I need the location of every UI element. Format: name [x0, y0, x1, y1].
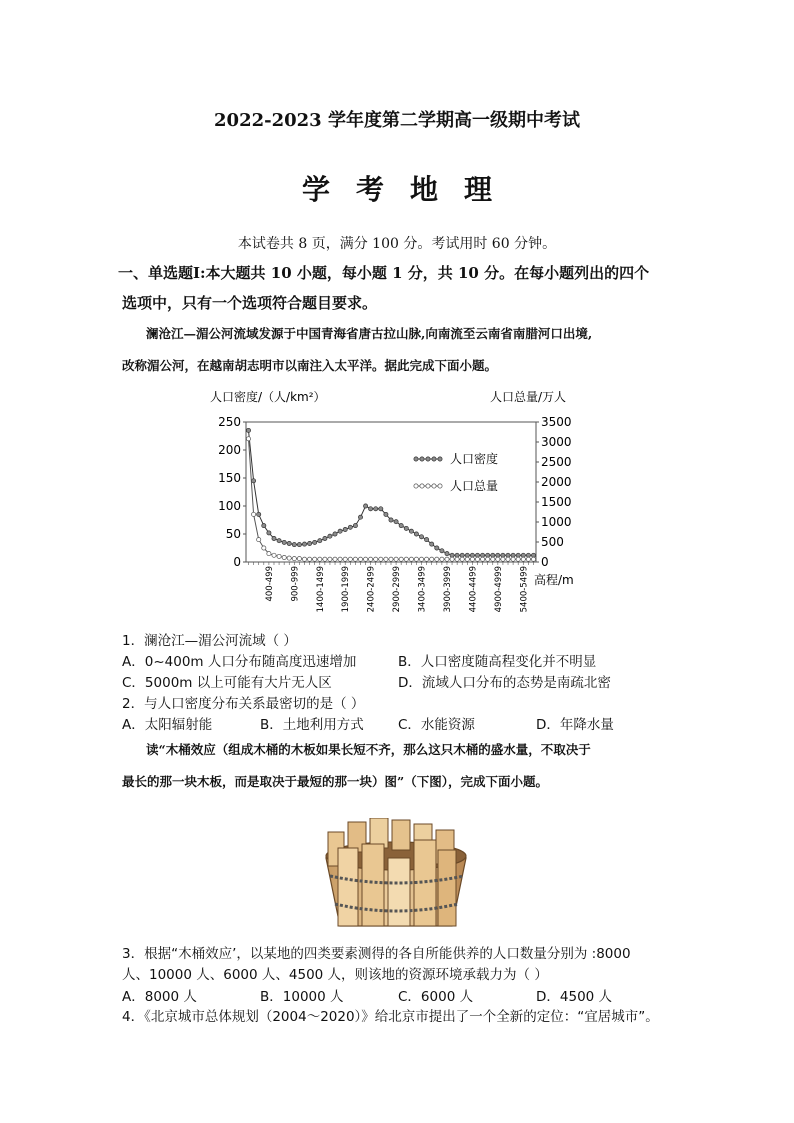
series-point	[353, 557, 357, 561]
q1-option-b[interactable]: B．人口密度随高程变化并不明显	[398, 654, 597, 670]
series-point	[501, 557, 505, 561]
series-point	[308, 557, 312, 561]
series-point	[272, 553, 276, 557]
series-point	[297, 557, 301, 561]
series-point	[353, 524, 357, 528]
series-point	[470, 557, 474, 561]
series-point	[445, 552, 449, 556]
series-point	[389, 518, 393, 522]
left-axis-ticks	[218, 415, 246, 569]
series-point	[374, 557, 378, 561]
x-axis-ticks	[249, 562, 534, 612]
series-point	[282, 540, 286, 544]
series-point	[379, 507, 383, 511]
chart-series	[246, 428, 535, 561]
ytick-right-label: 1500	[541, 495, 572, 509]
series-point	[272, 536, 276, 540]
ytick-right-label: 3000	[541, 435, 572, 449]
series-point	[455, 557, 459, 561]
population-elevation-chart	[200, 384, 600, 622]
xtick-label: 400-499	[264, 566, 275, 602]
xtick-label: 1900-1999	[341, 566, 352, 613]
series-point	[246, 428, 250, 432]
xtick-label: 4900-4999	[493, 566, 504, 613]
series-point	[445, 557, 449, 561]
ytick-right-label: 500	[541, 535, 564, 549]
series-point	[297, 543, 301, 547]
series-point	[333, 532, 337, 536]
series-point	[475, 557, 479, 561]
legend-marker	[426, 484, 430, 488]
series-point	[516, 557, 520, 561]
legend-marker	[426, 457, 430, 461]
series-point	[358, 515, 362, 519]
series-point	[348, 525, 352, 529]
series-point	[511, 557, 515, 561]
series-point	[277, 539, 281, 543]
xtick-label: 3900-3999	[442, 566, 453, 613]
series-point	[460, 557, 464, 561]
ytick-right-label: 2500	[541, 455, 572, 469]
series-point	[491, 557, 495, 561]
series-point	[496, 557, 500, 561]
series-point	[333, 557, 337, 561]
series-point	[252, 512, 256, 516]
series-point	[313, 540, 317, 544]
xtick-label: 3400-3499	[417, 566, 428, 613]
series-point	[414, 532, 418, 536]
series-point	[338, 529, 342, 533]
xtick-label: 900-999	[290, 566, 301, 602]
passage1-line2: 改称湄公河，在越南胡志明市以南注入太平洋。据此完成下面小题。	[122, 358, 498, 373]
series-point	[267, 552, 271, 556]
q1-option-d[interactable]: D．流域人口分布的态势是南疏北密	[398, 675, 611, 691]
q4-stem: 4．《北京城市总体规划（2004～2020）》给北京市提出了一个全新的定位：“宜居城市”。	[122, 1009, 659, 1025]
q2-option-c[interactable]: C．水能资源	[398, 717, 475, 733]
series-point	[394, 557, 398, 561]
legend-label: 人口密度	[450, 452, 499, 466]
series-point	[262, 524, 266, 528]
q3-option-c[interactable]: C．6000 人	[398, 989, 474, 1005]
series-point	[394, 520, 398, 524]
chart-ylabel-right: 人口总量/万人	[490, 390, 567, 404]
series-point	[292, 557, 296, 561]
q2-option-a[interactable]: A．太阳辐射能	[122, 717, 213, 733]
series-point	[435, 557, 439, 561]
legend-label: 人口总量	[450, 479, 499, 493]
ytick-right-label: 1000	[541, 515, 572, 529]
passage2-line1: 读“木桶效应（组成木桶的木板如果长短不齐，那么这只木桶的盛水量，不取决于	[146, 742, 591, 757]
series-point	[338, 557, 342, 561]
exam-info: 本试卷共 8 页，满分 100 分。考试用时 60 分钟。	[237, 236, 557, 252]
series-point	[277, 554, 281, 558]
series-point	[257, 512, 261, 516]
series-point	[267, 531, 271, 535]
series-point	[419, 535, 423, 539]
right-axis-ticks	[536, 415, 572, 569]
q3-option-a[interactable]: A．8000 人	[122, 989, 197, 1005]
series-point	[531, 557, 535, 561]
series-point	[430, 542, 434, 546]
q3-option-d[interactable]: D．4500 人	[536, 989, 613, 1005]
series-point	[328, 557, 332, 561]
series-point	[369, 507, 373, 511]
q2-stem: 2．与人口密度分布关系最密切的是（ ）	[122, 696, 365, 712]
q3-option-b[interactable]: B．10000 人	[260, 989, 344, 1005]
series-point	[419, 557, 423, 561]
ytick-right-label: 0	[541, 555, 549, 569]
xtick-label: 2900-2999	[392, 566, 403, 613]
series-point	[440, 557, 444, 561]
legend-marker	[414, 484, 418, 488]
series-point	[481, 557, 485, 561]
ytick-left-label: 0	[233, 555, 241, 569]
series-point	[404, 526, 408, 530]
series-point	[425, 538, 429, 542]
series-point	[364, 504, 368, 508]
series-point	[384, 512, 388, 516]
series-point	[343, 527, 347, 531]
q3-stem-line1: 3．根据“木桶效应’，以某地的四类要素测得的各自所能供养的人口数量分别为 :8000	[122, 946, 631, 962]
series-point	[287, 556, 291, 560]
ytick-left-label: 100	[218, 499, 241, 513]
series-point	[302, 542, 306, 546]
legend-marker	[414, 457, 418, 461]
series-point	[440, 549, 444, 553]
q1-stem: 1．澜沧江—湄公河流域（ ）	[122, 633, 297, 649]
series-point	[384, 557, 388, 561]
series-point	[246, 437, 250, 441]
q2-option-d[interactable]: D．年降水量	[536, 717, 614, 733]
series-point	[302, 557, 306, 561]
series-point	[450, 557, 454, 561]
xtick-label: 2400-2499	[366, 566, 377, 613]
passage2-line2: 最长的那一块木板，而是取决于最短的那一块）图”（下图），完成下面小题。	[122, 774, 548, 789]
legend-marker	[438, 457, 442, 461]
legend-marker	[420, 457, 424, 461]
q2-option-b[interactable]: B．土地利用方式	[260, 717, 364, 733]
series-point	[409, 529, 413, 533]
chart-legend	[414, 451, 498, 493]
series-point	[526, 557, 530, 561]
series-point	[425, 557, 429, 561]
legend-marker	[420, 484, 424, 488]
chart-ylabel-left: 人口密度/（人/km²）	[210, 390, 326, 404]
ytick-left-label: 150	[218, 471, 241, 485]
q1-option-a[interactable]: A．0~400m 人口分布随高度迅速增加	[122, 654, 357, 670]
wooden-bucket-illustration	[318, 818, 474, 930]
subject-title: 学考地理	[301, 173, 518, 206]
section-heading-line1: 一、单选题Ⅰ:本大题共 10 小题，每小题 1 分，共 10 分。在每小题列出的四个	[118, 264, 650, 282]
series-point	[374, 507, 378, 511]
legend-marker	[432, 457, 436, 461]
q3-stem-line2: 人、10000 人、6000 人、4500 人，则该地的资源环境承载力为（ ）	[122, 967, 548, 983]
xtick-label: 1400-1499	[315, 566, 326, 613]
series-point	[409, 557, 413, 561]
ytick-right-label: 2000	[541, 475, 572, 489]
series-point	[389, 557, 393, 561]
passage1-line1: 澜沧江—湄公河流域发源于中国青海省唐古拉山脉,向南流至云南省南腊河口出境,	[146, 326, 593, 341]
series-point	[399, 557, 403, 561]
series-point	[399, 524, 403, 528]
series-point	[414, 557, 418, 561]
exam-title: 2022-2023 学年度第二学期高一级期中考试	[214, 110, 580, 131]
series-point	[343, 557, 347, 561]
xtick-label: 5400-5499	[519, 566, 530, 613]
series-point	[318, 539, 322, 543]
series-point	[313, 557, 317, 561]
series-point	[369, 557, 373, 561]
series-point	[282, 555, 286, 559]
series-point	[292, 543, 296, 547]
series-point	[486, 557, 490, 561]
ytick-right-label: 3500	[541, 415, 572, 429]
ytick-left-label: 50	[225, 527, 241, 541]
series-point	[465, 557, 469, 561]
series-point	[287, 541, 291, 545]
chart-xlabel: 高程/m	[534, 573, 574, 587]
ytick-left-label: 200	[218, 443, 241, 457]
ytick-left-label: 250	[218, 415, 241, 429]
section-heading-line2: 选项中，只有一个选项符合题目要求。	[122, 294, 378, 312]
series-point	[379, 557, 383, 561]
series-point	[323, 536, 327, 540]
xtick-label: 4400-4499	[468, 566, 479, 613]
series-point	[430, 557, 434, 561]
series-point	[328, 534, 332, 538]
series-point	[308, 541, 312, 545]
series-point	[358, 557, 362, 561]
series-point	[364, 557, 368, 561]
series-point	[506, 557, 510, 561]
series-point	[318, 557, 322, 561]
series-point	[252, 479, 256, 483]
series-point	[257, 538, 261, 542]
series-point	[323, 557, 327, 561]
series-point	[348, 557, 352, 561]
series-point	[262, 546, 266, 550]
legend-marker	[438, 484, 442, 488]
series-point	[521, 557, 525, 561]
q1-option-c[interactable]: C．5000m 以上可能有大片无人区	[122, 675, 332, 691]
legend-marker	[432, 484, 436, 488]
series-point	[435, 546, 439, 550]
series-point	[404, 557, 408, 561]
